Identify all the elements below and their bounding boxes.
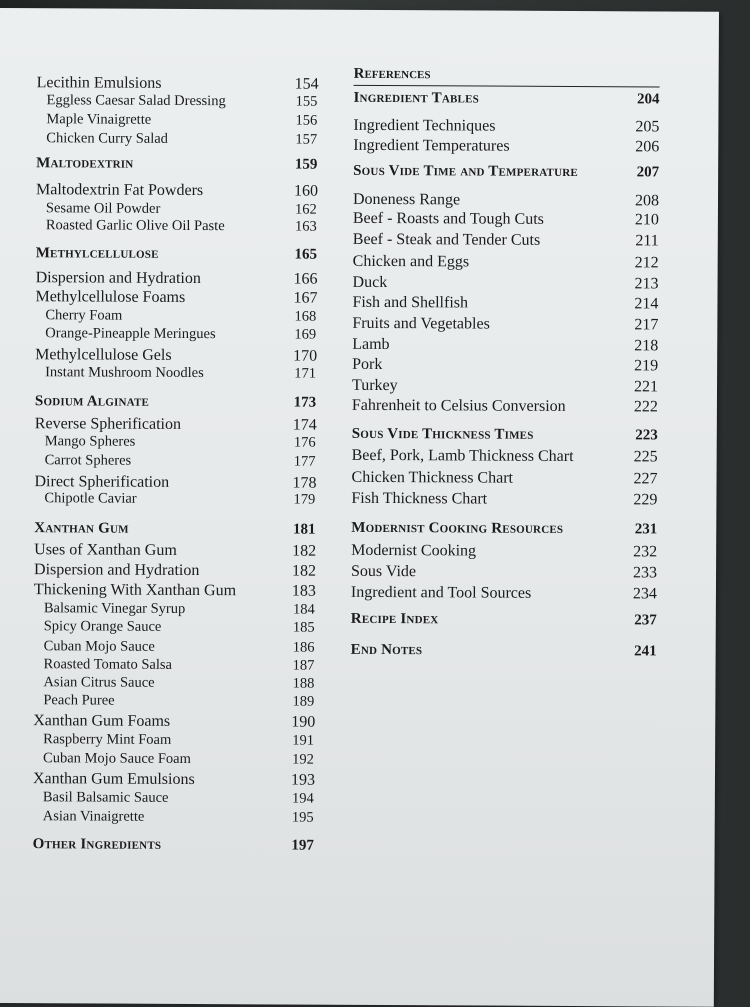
- toc-entry: [352, 315, 658, 337]
- toc-page-number: 184: [292, 601, 315, 618]
- toc-section-heading: [351, 611, 657, 633]
- toc-entry: [352, 397, 658, 419]
- toc-page-number: 195: [291, 809, 314, 826]
- toc-page-number: 187: [292, 657, 315, 674]
- toc-entry-title: Sesame Oil Powder: [45, 200, 161, 217]
- toc-entry: [34, 490, 319, 511]
- toc-entry-title: Thickening With Xanthan Gum: [33, 581, 237, 600]
- toc-entry: [353, 137, 659, 159]
- toc-entry: [353, 274, 659, 296]
- toc-page-number: 169: [294, 326, 317, 343]
- toc-entry-title: Dispersion and Hydration: [34, 561, 200, 580]
- toc-entry-title: Eggless Caesar Salad Dressing: [46, 92, 226, 110]
- toc-entry-title: Ingredient Tables: [353, 89, 479, 107]
- toc-section-heading: [351, 642, 657, 664]
- toc-page-number: 189: [292, 693, 315, 710]
- toc-entry-title: Doneness Range: [352, 190, 461, 209]
- toc-entry-title: Peach Puree: [43, 692, 115, 709]
- toc-entry: [351, 469, 657, 491]
- toc-entry-title: Chicken and Eggs: [352, 252, 470, 271]
- toc-entry-title: Chicken Curry Salad: [46, 130, 168, 147]
- toc-entry-title: Methylcellulose Foams: [35, 288, 186, 306]
- toc-entry: [352, 336, 658, 358]
- toc-entry-title: Pork: [352, 355, 383, 374]
- toc-entry-title: Xanthan Gum Foams: [33, 712, 171, 730]
- toc-page-number: 222: [633, 398, 658, 416]
- toc-section-heading: [351, 520, 657, 542]
- toc-entry-title: Raspberry Mint Foam: [43, 731, 172, 748]
- toc-entry-title: Xanthan Gum: [34, 520, 129, 537]
- toc-entry: [351, 542, 657, 564]
- toc-page-number: 197: [291, 837, 314, 854]
- toc-entry: [34, 541, 319, 562]
- toc-entry-title: Fruits and Vegetables: [352, 314, 490, 333]
- toc-entry-title: Reverse Spherification: [34, 415, 182, 433]
- toc-page-number: 211: [635, 232, 659, 250]
- toc-entry-title: Cuban Mojo Sauce: [43, 638, 155, 655]
- toc-page-number: 154: [294, 75, 319, 93]
- toc-page-number: 188: [292, 675, 315, 692]
- toc-entry-title: Duck: [352, 273, 388, 292]
- toc-page-number: 225: [633, 448, 658, 466]
- toc-entry-title: Chipotle Caviar: [44, 490, 137, 507]
- toc-entry: [352, 294, 658, 316]
- toc-entry-title: Modernist Cooking: [351, 541, 477, 560]
- toc-page-number: 192: [292, 751, 314, 768]
- toc-entry-title: Other Ingredients: [32, 836, 162, 853]
- toc-page-number: 182: [292, 542, 317, 560]
- toc-entry: [352, 356, 658, 378]
- toc-page-number: 177: [293, 453, 316, 470]
- toc-entry-title: Modernist Cooking Resources: [351, 519, 564, 537]
- toc-page-number: 227: [633, 470, 658, 488]
- toc-page-number: 223: [635, 427, 658, 444]
- toc-entry-title: Cherry Foam: [45, 307, 123, 324]
- toc-page-number: 212: [634, 254, 659, 272]
- toc-page-number: 204: [636, 91, 660, 108]
- toc-page-number: 182: [292, 562, 317, 580]
- toc-page-number: 214: [634, 295, 659, 313]
- toc-page-number: 241: [634, 643, 657, 660]
- toc-entry-title: Lamb: [352, 335, 390, 354]
- toc-page-number: 179: [293, 491, 316, 508]
- references-header: References: [354, 66, 660, 88]
- toc-entry-title: Beef - Roasts and Tough Cuts: [352, 209, 544, 228]
- toc-entry-title: Lecithin Emulsions: [36, 74, 162, 92]
- toc-entry-title: Fahrenheit to Celsius Conversion: [351, 396, 566, 415]
- toc-page-number: 218: [634, 337, 659, 355]
- toc-entry-title: Maple Vinaigrette: [46, 111, 152, 128]
- toc-entry: [33, 692, 318, 713]
- toc-entry-title: Maltodextrin: [36, 155, 134, 172]
- toc-entry: [35, 325, 320, 346]
- toc-entry: [36, 217, 321, 238]
- toc-entry: [34, 561, 319, 582]
- toc-page-number: 159: [294, 156, 318, 173]
- toc-section-heading: [352, 426, 658, 448]
- toc-entry: [34, 618, 319, 639]
- toc-entry-title: Ingredient Techniques: [353, 116, 496, 135]
- toc-section-heading: [33, 836, 318, 857]
- toc-section-heading: [353, 90, 659, 112]
- toc-page-number: 176: [293, 434, 316, 451]
- toc-entry: [352, 377, 658, 399]
- toc-page-number: 232: [633, 543, 658, 561]
- toc-entry-title: Basil Balsamic Sauce: [42, 789, 169, 806]
- toc-section-heading: [353, 163, 659, 185]
- toc-entry-title: Fish and Shellfish: [352, 293, 469, 312]
- toc-entry: [353, 231, 659, 253]
- toc-page-number: 207: [636, 164, 660, 181]
- toc-page-number: 208: [634, 192, 660, 210]
- toc-page-number: 231: [634, 521, 658, 538]
- toc-page-number: 166: [293, 270, 318, 288]
- toc-page-number: 157: [295, 131, 318, 148]
- toc-page-number: 210: [634, 211, 659, 229]
- toc-entry-title: Sous Vide: [351, 562, 417, 581]
- toc-section-heading: [35, 393, 320, 414]
- toc-entry-title: Spicy Orange Sauce: [43, 618, 162, 635]
- toc-entry: [351, 584, 657, 606]
- toc-page-number: 168: [294, 308, 317, 325]
- toc-entry-title: Methylcellulose: [35, 245, 159, 262]
- toc-entry-title: Roasted Tomato Salsa: [43, 656, 173, 673]
- toc-page-number: 221: [633, 378, 659, 396]
- toc-entry: [36, 130, 321, 151]
- toc-page-number: 165: [294, 246, 318, 263]
- toc-entry: [33, 750, 318, 771]
- toc-page-number: 162: [295, 201, 317, 218]
- toc-page-number: 206: [635, 138, 660, 156]
- toc-section-heading: [34, 520, 319, 541]
- toc-page-number: 190: [291, 713, 316, 731]
- toc-entry: [353, 253, 659, 275]
- toc-entry-title: Maltodextrin Fat Powders: [36, 181, 204, 200]
- toc-entry: [351, 563, 657, 585]
- toc-section-heading: [36, 155, 321, 176]
- toc-entry-title: End Notes: [350, 641, 423, 659]
- toc-entry-title: Ingredient Temperatures: [353, 136, 510, 155]
- toc-entry-title: Mango Spheres: [44, 433, 136, 450]
- toc-entry: [35, 364, 320, 385]
- toc-page-number: 167: [293, 289, 318, 307]
- toc-entry-title: Methylcellulose Gels: [35, 346, 172, 364]
- book-page: [0, 8, 719, 1007]
- toc-page-number: 173: [293, 394, 317, 411]
- toc-entry-title: Sodium Alginate: [34, 393, 150, 410]
- toc-page-number: 178: [292, 474, 317, 492]
- toc-entry-title: Recipe Index: [350, 610, 439, 628]
- toc-page-number: 171: [294, 365, 317, 382]
- toc-page-number: 186: [292, 639, 315, 656]
- toc-page-number: 191: [292, 732, 315, 749]
- toc-entry-title: Beef - Steak and Tender Cuts: [352, 230, 541, 249]
- toc-page-number: 229: [633, 491, 658, 509]
- toc-entry-title: Sous Vide Time and Temperature: [353, 162, 578, 181]
- toc-page-number: 213: [634, 275, 659, 293]
- toc-page-number: 170: [293, 347, 318, 365]
- toc-page-number: 233: [633, 564, 658, 582]
- toc-page-number: 193: [290, 771, 316, 789]
- toc-entry-title: Direct Spherification: [34, 473, 170, 491]
- toc-page-number: 174: [292, 416, 317, 434]
- toc-page-number: 181: [292, 521, 316, 538]
- toc-page-number: 185: [292, 619, 315, 636]
- toc-entry-title: Cuban Mojo Sauce Foam: [43, 750, 191, 768]
- toc-entry-title: Asian Citrus Sauce: [43, 674, 155, 691]
- toc-page-number: 205: [635, 118, 660, 136]
- toc-page-number: 237: [634, 612, 657, 629]
- toc-entry-title: Orange-Pineapple Meringues: [45, 325, 216, 343]
- toc-entry: [353, 210, 659, 232]
- toc-page-number: 163: [294, 218, 317, 235]
- toc-entry: [33, 808, 318, 829]
- toc-entry-title: Carrot Spheres: [44, 452, 132, 469]
- toc-entry-title: Beef, Pork, Lamb Thickness Chart: [351, 446, 574, 466]
- toc-entry-title: Ingredient and Tool Sources: [350, 583, 532, 602]
- toc-page-number: 155: [295, 93, 318, 110]
- toc-page-number: 217: [634, 316, 659, 334]
- toc-entry: [353, 117, 659, 139]
- toc-page-number: 183: [291, 582, 316, 600]
- toc-page-number: 234: [632, 585, 657, 603]
- toc-section-heading: [36, 245, 321, 266]
- toc-entry: [351, 490, 657, 512]
- toc-entry-title: Xanthan Gum Emulsions: [32, 770, 195, 789]
- toc-entry-title: Asian Vinaigrette: [42, 808, 145, 825]
- toc-entry-title: Sous Vide Thickness Times: [351, 425, 534, 443]
- toc-entry: [35, 452, 320, 473]
- toc-page-number: 194: [291, 790, 314, 807]
- toc-page-number: 160: [294, 182, 319, 200]
- toc-page-number: 156: [295, 112, 318, 129]
- toc-page-number: 219: [634, 357, 659, 375]
- toc-entry-title: Uses of Xanthan Gum: [34, 541, 177, 559]
- toc-entry: [352, 447, 658, 469]
- toc-entry-title: Roasted Garlic Olive Oil Paste: [45, 217, 225, 235]
- toc-entry-title: Chicken Thickness Chart: [351, 468, 514, 487]
- toc-entry-title: Fish Thickness Chart: [351, 489, 488, 508]
- toc-entry-title: Instant Mushroom Noodles: [45, 364, 204, 382]
- toc-entry-title: Balsamic Vinegar Syrup: [43, 600, 186, 617]
- toc-entry-title: Turkey: [351, 376, 398, 395]
- toc-entry-title: Dispersion and Hydration: [35, 269, 201, 288]
